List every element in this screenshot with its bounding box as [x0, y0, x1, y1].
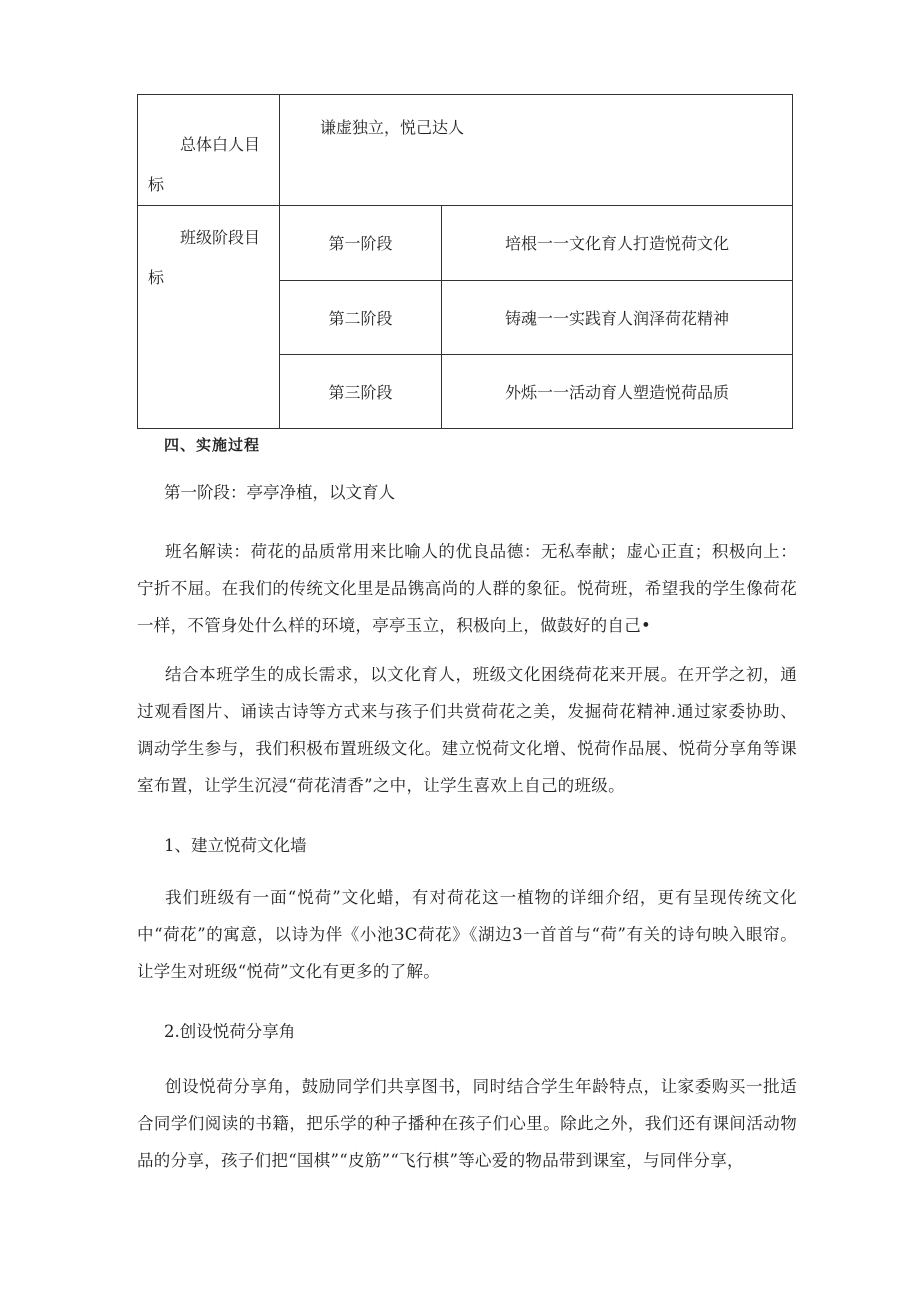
overall-goal-label-line2: 标: [148, 175, 165, 194]
class-name-paragraph: [137, 533, 797, 644]
stage-goal-label: [138, 206, 280, 429]
section-title: 四、实施过程: [164, 436, 261, 454]
item1-text: 我们班级有一面“悦荷”文化蜡，有对荷花这一植物的详细介绍，更有呈现传统文化中“荷花”的寓意，以诗为伴《小池3C荷花》《湖边3一首首与“荷”有关的诗句映入眼帘。让学生对班级“悦荷”文化有更多的了解。: [137, 888, 797, 981]
culture-paragraph: [137, 656, 797, 804]
stage-desc-3: 外烁一一活动育人塑造悦荷品质: [442, 354, 793, 428]
stage-one-heading: 第一阶段：亭亭净植，以文育人: [164, 483, 395, 502]
item2-text: 创设悦荷分享角，鼓励同学们共享图书，同时结合学生年龄特点，让家委购买一批适合同学们阅读的书籍，把乐学的种子播种在孩子们心里。除此之外，我们还有课间活动物品的分享，孩子们把“国棋”“皮筋”“飞行棋”等心爱的物品带到课室，与同伴分享，: [137, 1077, 797, 1170]
culture-text: 结合本班学生的成长需求，以文化育人，班级文化困绕荷花来开展。在开学之初，通过观看图片、诵读古诗等方式来与孩子们共赏荷花之美，发掘荷花精神.通过家委协助、调动学生参与，我们积极布置班级文化。建立悦荷文化增、悦荷作品展、悦荷分享角等课室布置，让学生沉浸“荷花清香”之中，让学生喜欢上自己的班级。: [137, 665, 797, 795]
stage-name-1: 第一阶段: [280, 206, 442, 280]
item2-heading: 2.创设悦荷分享角: [164, 1022, 296, 1041]
overall-goal-value: 谦虚独立，悦己达人: [280, 95, 793, 206]
overall-goal-label: [138, 95, 280, 206]
stage-goal-label-line2: 标: [148, 268, 165, 288]
goals-table: [137, 94, 793, 429]
stage-desc-2: 铸魂一一实践育人润泽荷花精神: [442, 280, 793, 354]
item1-heading: 1、建立悦荷文化墙: [164, 836, 307, 855]
overall-goal-label-line1: 总体白人目: [180, 135, 261, 154]
stage-goal-label-line1: 班级阶段目: [180, 228, 261, 248]
item1-paragraph: [137, 879, 797, 990]
stage-desc-1: 培根一一文化育人打造悦荷文化: [442, 206, 793, 280]
item2-paragraph: [137, 1068, 797, 1179]
stage-name-3: 第三阶段: [280, 354, 442, 428]
stage-name-2: 第二阶段: [280, 280, 442, 354]
class-name-text: 班名解读：荷花的品质常用来比喻人的优良品德：无私奉献；虚心正直；积极向上：宁折不屈。在我们的传统文化里是品镌高尚的人群的象征。悦荷班，希望我的学生像荷花一样，不管身处什么样的环境，亭亭玉立，积极向上，做鼓好的自己•: [137, 542, 797, 635]
